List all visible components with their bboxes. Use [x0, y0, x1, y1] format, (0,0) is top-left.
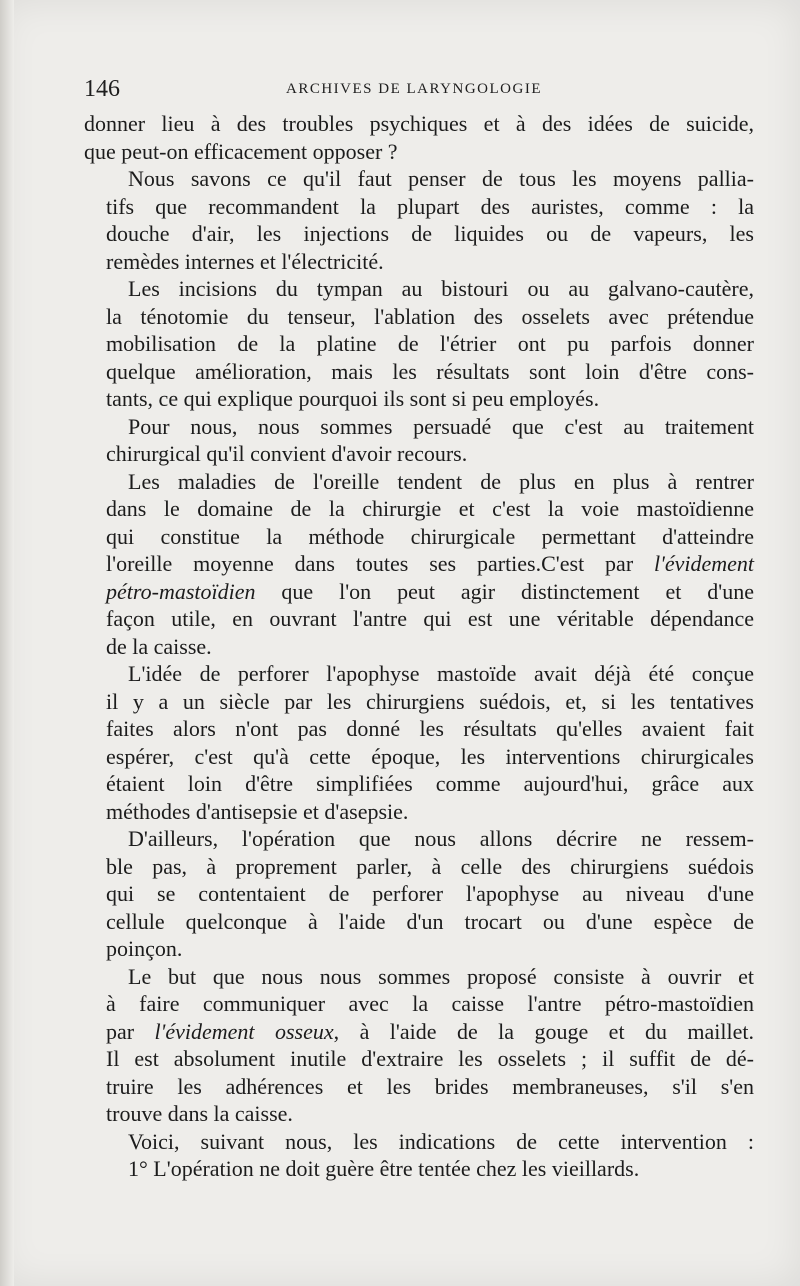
paragraph-1: [84, 110, 754, 165]
text-run: que l'on peut agir distinctement et d'une: [255, 578, 754, 604]
text-line: [84, 1018, 754, 1046]
paragraph-9: [84, 1128, 754, 1183]
paragraph-6: [84, 660, 754, 825]
page-edge-shadow: [0, 0, 14, 1286]
text-run: l'oreille moyenne dans toutes ses parties.C'est par: [106, 551, 654, 576]
text-line: Nous savons ce qu'il faut penser de tous les moyens pallia-: [128, 166, 754, 191]
text-line: qui constitue la méthode chirurgicale permettant d'atteindre: [106, 523, 754, 549]
text-line: il y a un siècle par les chirurgiens suédois, et, si les tentatives: [106, 688, 754, 714]
text-line: D'ailleurs, l'opération que nous allons décrire ne ressem-: [128, 826, 754, 851]
text-line: remèdes internes et l'électricité.: [106, 248, 384, 274]
text-line: douche d'air, les injections de liquides ou de vapeurs, les: [106, 221, 754, 246]
text-line: [84, 550, 754, 578]
text-line: [84, 578, 754, 606]
text-line: quelque amélioration, mais les résultats sont loin d'être cons-: [106, 358, 754, 384]
text-line: L'idée de perforer l'apophyse mastoïde avait déjà été conçue: [128, 661, 754, 686]
text-run: , à l'aide de la gouge et du maillet.: [333, 1018, 755, 1044]
running-head: ARCHIVES DE LARYNGOLOGIE: [286, 81, 542, 97]
paragraph-3: [84, 275, 754, 413]
text-line: Pour nous, nous sommes persuadé que c'est au traitement: [128, 413, 754, 439]
italic-term: l'évidement osseux: [154, 1018, 334, 1044]
text-line: trouve dans la caisse.: [106, 1101, 293, 1126]
italic-term: l'évidement: [654, 551, 754, 576]
paragraph-8: [84, 963, 754, 1128]
text-line: Les incisions du tympan au bistouri ou au galvano-cautère,: [128, 276, 754, 301]
text-line: Les maladies de l'oreille tendent de plus en plus à rentrer: [128, 468, 754, 494]
text-line: façon utile, en ouvrant l'antre qui est une véritable dépendance: [106, 606, 754, 631]
text-line: de la caisse.: [106, 633, 212, 659]
paragraph-7: [84, 825, 754, 963]
page-number: 146: [84, 76, 120, 102]
page-header: [84, 74, 744, 104]
text-line: chirurgical qu'il convient d'avoir recours.: [106, 441, 468, 466]
text-line: truire les adhérences et les brides membraneuses, s'il s'en: [106, 1073, 754, 1099]
text-line: cellule quelconque à l'aide d'un trocart ou d'une espèce de: [106, 908, 754, 934]
text-line: dans le domaine de la chirurgie et c'est la voie mastoïdienne: [106, 496, 754, 521]
text-line: Il est absolument inutile d'extraire les osselets ; il suffit de dé-: [106, 1046, 754, 1071]
text-line: faites alors n'ont pas donné les résultats qu'elles avaient fait: [106, 716, 754, 741]
text-line: espérer, c'est qu'à cette époque, les interventions chirurgicales: [106, 743, 754, 769]
paragraph-5: [84, 468, 754, 661]
italic-term: pétro-mastoïdien: [106, 578, 256, 604]
text-run: par: [106, 1018, 155, 1044]
text-line: tifs que recommandent la plupart des auristes, comme : la: [106, 193, 754, 219]
paragraph-2: [84, 165, 754, 275]
text-line: étaient loin d'être simplifiées comme aujourd'hui, grâce aux: [106, 771, 754, 796]
body-text: [84, 110, 754, 1183]
text-line: la ténotomie du tenseur, l'ablation des osselets avec prétendue: [106, 303, 754, 329]
text-line: Le but que nous nous sommes proposé consiste à ouvrir et: [128, 963, 754, 989]
text-line: ble pas, à proprement parler, à celle des chirurgiens suédois: [106, 853, 754, 879]
text-line: que peut-on efficacement opposer ?: [84, 138, 398, 164]
text-line: Voici, suivant nous, les indications de cette intervention :: [128, 1128, 754, 1154]
paragraph-4: [84, 413, 754, 468]
text-line: 1° L'opération ne doit guère être tentée chez les vieillards.: [128, 1156, 640, 1181]
text-line: poinçon.: [106, 936, 183, 961]
text-line: à faire communiquer avec la caisse l'antre pétro-mastoïdien: [106, 991, 754, 1016]
text-line: qui se contentaient de perforer l'apophyse au niveau d'une: [106, 881, 754, 906]
text-line: mobilisation de la platine de l'étrier ont pu parfois donner: [106, 331, 754, 356]
text-line: tants, ce qui explique pourquoi ils sont si peu employés.: [106, 386, 600, 411]
text-line: donner lieu à des troubles psychiques et à des idées de suicide,: [84, 111, 754, 136]
text-line: méthodes d'antisepsie et d'asepsie.: [106, 798, 409, 824]
